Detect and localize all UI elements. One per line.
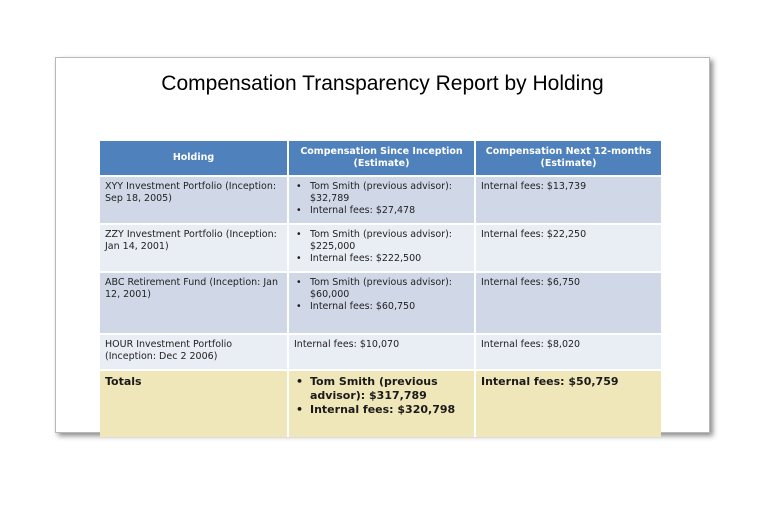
list-item: • Tom Smith (previous advisor): $225,000 — [310, 229, 469, 253]
list-item: • Internal fees: $27,478 — [310, 205, 469, 217]
header-next-12-months: Compensation Next 12-months (Estimate) — [475, 141, 661, 176]
totals-label: Totals — [100, 370, 288, 437]
report-title: Compensation Transparency Report by Holding — [161, 72, 604, 95]
since-cell: Internal fees: $10,070 — [288, 334, 475, 370]
holding-cell: HOUR Investment Portfolio (Inception: Dec 2 2006) — [100, 334, 288, 370]
table-row — [100, 272, 661, 334]
next-cell: Internal fees: $22,250 — [475, 224, 661, 272]
since-cell — [288, 176, 475, 224]
totals-since-cell — [288, 370, 475, 437]
slide — [55, 57, 710, 433]
table-row — [100, 224, 661, 272]
list-item: • Internal fees: $222,500 — [310, 253, 469, 265]
next-cell: Internal fees: $6,750 — [475, 272, 661, 334]
totals-row — [100, 370, 661, 437]
totals-next-cell: Internal fees: $50,759 — [475, 370, 661, 437]
holding-cell: ABC Retirement Fund (Inception: Jan 12, 2001) — [100, 272, 288, 334]
list-item: • Tom Smith (previous advisor): $317,789 — [310, 375, 469, 403]
table-row — [100, 334, 661, 370]
compensation-table — [100, 141, 661, 437]
next-cell: Internal fees: $8,020 — [475, 334, 661, 370]
header-holding: Holding — [100, 141, 288, 176]
header-row — [100, 141, 661, 176]
list-item: • Tom Smith (previous advisor): $32,789 — [310, 181, 469, 205]
list-item: • Internal fees: $60,750 — [310, 301, 469, 313]
table-row — [100, 176, 661, 224]
holding-cell: ZZY Investment Portfolio (Inception: Jan 14, 2001) — [100, 224, 288, 272]
since-cell — [288, 224, 475, 272]
header-since-inception: Compensation Since Inception (Estimate) — [288, 141, 475, 176]
list-item: • Tom Smith (previous advisor): $60,000 — [310, 277, 469, 301]
since-cell — [288, 272, 475, 334]
next-cell: Internal fees: $13,739 — [475, 176, 661, 224]
holding-cell: XYY Investment Portfolio (Inception: Sep 18, 2005) — [100, 176, 288, 224]
list-item: • Internal fees: $320,798 — [310, 403, 469, 417]
